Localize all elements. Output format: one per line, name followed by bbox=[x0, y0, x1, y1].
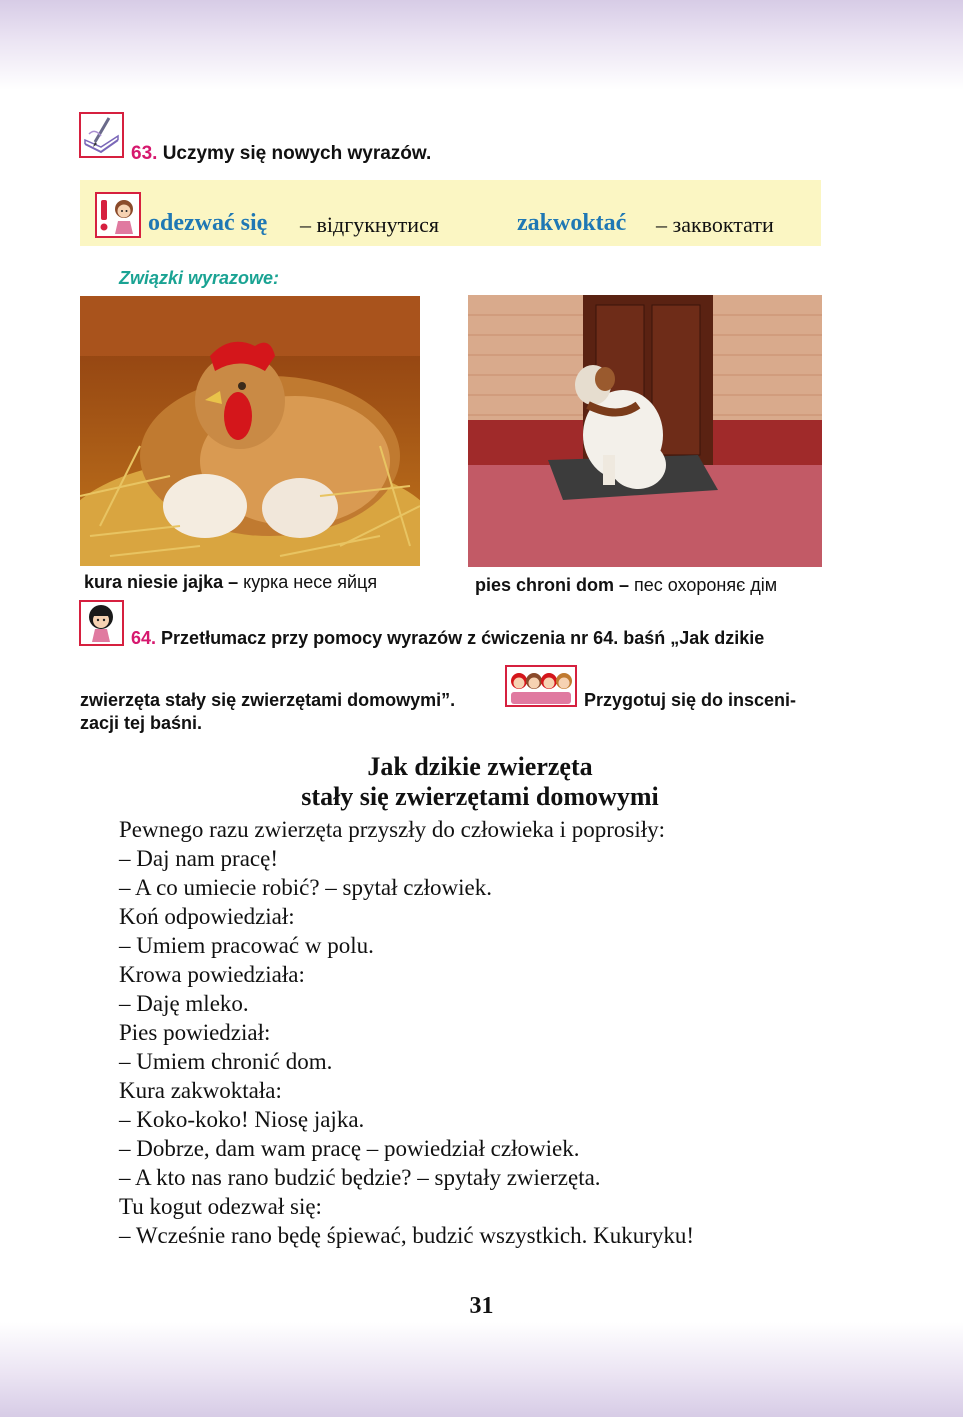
dog-photo bbox=[468, 295, 822, 567]
children-group-icon bbox=[505, 665, 577, 707]
story-line: Koń odpowiedział: bbox=[119, 904, 295, 929]
top-decoration-band bbox=[0, 0, 963, 90]
hen-photo bbox=[80, 296, 420, 566]
vocab-word-2: zakwoktać bbox=[517, 210, 627, 236]
task-text: Uczymy się nowych wyrazów. bbox=[162, 143, 432, 164]
story-line: – A co umiecie robić? – spytał człowiek. bbox=[119, 875, 492, 900]
task-64-line-3: zacji tej baśni. bbox=[80, 713, 203, 733]
story-line: – Daję mleko. bbox=[119, 991, 249, 1016]
story-line: Kura zakwoktała: bbox=[119, 1078, 282, 1103]
story-line: – Daj nam pracę! bbox=[119, 846, 279, 871]
vocab-translation-1: – відгукнутися bbox=[300, 212, 439, 237]
story-line: – A kto nas rano budzić będzie? – spytały zwierzęta. bbox=[119, 1165, 601, 1190]
caption-hen-pl: kura niesie jajka – bbox=[84, 572, 239, 592]
task-64-line-2b: Przygotuj się do insceni- bbox=[584, 690, 797, 710]
story-line: Krowa powiedziała: bbox=[119, 962, 305, 987]
story-line: Pewnego razu zwierzęta przyszły do człowieka i poprosiły: bbox=[119, 817, 666, 842]
task-number: 64. bbox=[131, 628, 157, 648]
task-text-line-1: Przetłumacz przy pomocy wyrazów z ćwiczenia nr 64. baśń „Jak dzikie bbox=[161, 628, 765, 648]
caption-dog-pl: pies chroni dom – bbox=[475, 575, 630, 595]
story-text bbox=[119, 815, 879, 1250]
associations-label: Związki wyrazowe: bbox=[119, 268, 280, 288]
caption-hen-ua: курка несе яйця bbox=[238, 572, 378, 592]
task-64-line-2a: zwierzęta stały się zwierzętami domowymi”. bbox=[80, 690, 456, 710]
vocab-word-1: odezwać się bbox=[148, 210, 268, 236]
story-line: – Dobrze, dam wam pracę – powiedział człowiek. bbox=[119, 1136, 580, 1161]
exclamation-girl-icon bbox=[95, 192, 141, 238]
caption-dog-ua: пес охороняє дім bbox=[629, 575, 778, 595]
caption-hen bbox=[84, 572, 377, 593]
story-line: – Umiem pracować w polu. bbox=[119, 933, 374, 958]
vocab-translation-2: – заквоктати bbox=[656, 212, 774, 237]
girl-icon bbox=[79, 600, 124, 646]
story-line: Tu kogut odezwał się: bbox=[119, 1194, 322, 1219]
page-number: 31 bbox=[469, 1293, 494, 1319]
story-title-line-2: stały się zwierzętami domowymi bbox=[301, 782, 659, 811]
task-63-heading bbox=[131, 143, 431, 165]
story-line: Pies powiedział: bbox=[119, 1020, 271, 1045]
bottom-decoration-band bbox=[0, 1322, 963, 1417]
story-line: – Umiem chronić dom. bbox=[119, 1049, 333, 1074]
task-number: 63. bbox=[131, 143, 158, 164]
story-line: – Koko-koko! Niosę jajka. bbox=[119, 1107, 365, 1132]
task-64-heading bbox=[131, 628, 764, 649]
story-title-line-1: Jak dzikie zwierzęta bbox=[367, 752, 593, 781]
pen-writing-icon bbox=[79, 112, 124, 158]
caption-dog bbox=[475, 575, 777, 596]
story-line: – Wcześnie rano będę śpiewać, budzić wszystkich. Kukuryku! bbox=[119, 1223, 695, 1248]
